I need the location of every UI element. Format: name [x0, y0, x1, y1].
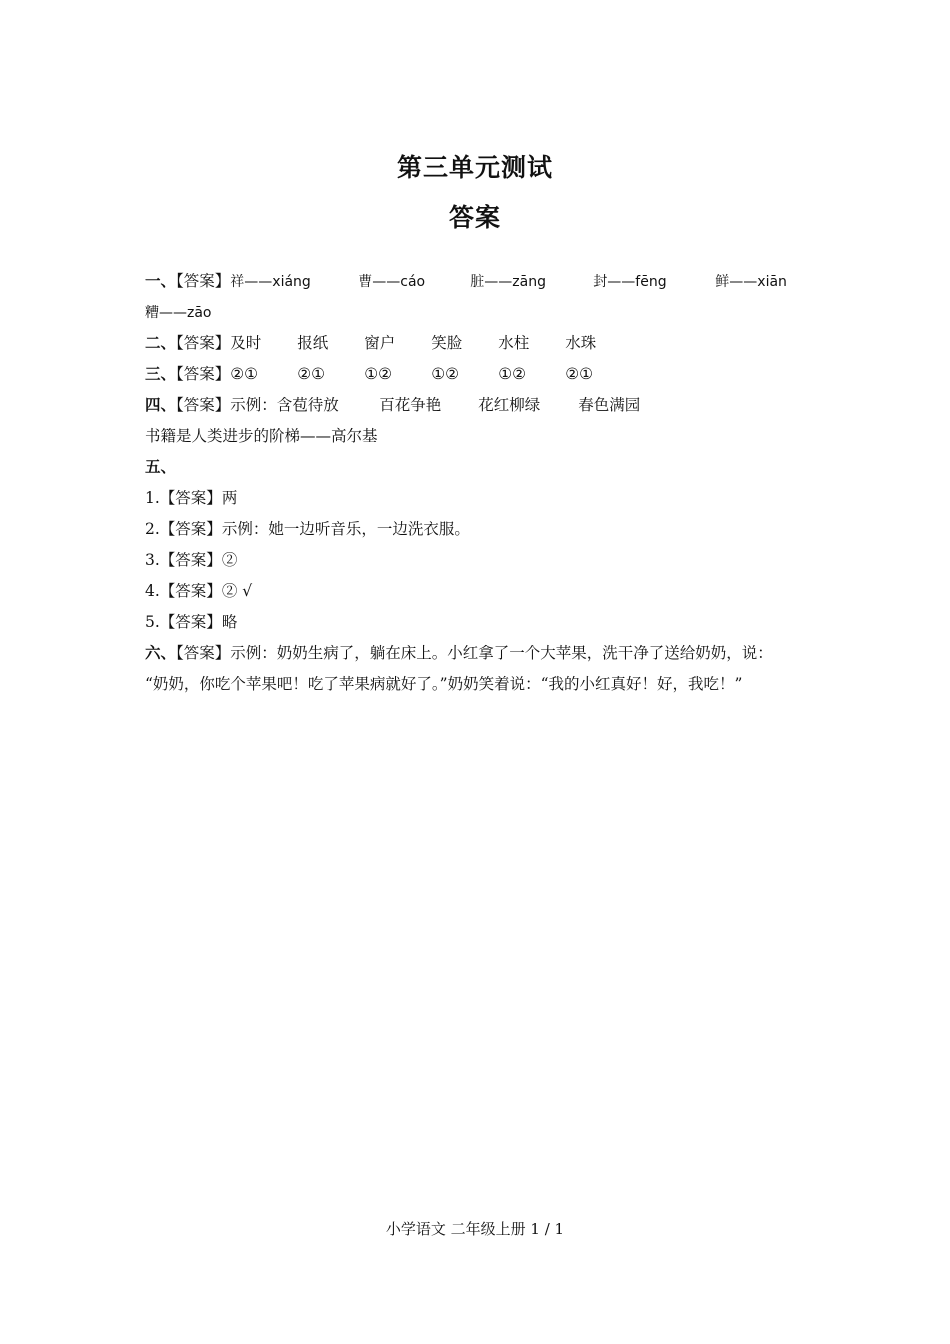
- answer-tag: 【答案】: [176, 272, 231, 290]
- answer-tag: 【答案】: [176, 334, 231, 352]
- section-2-line: [145, 328, 825, 359]
- order-item: ②①: [565, 365, 594, 383]
- section-6-label: 六、: [145, 644, 177, 662]
- order-item: ②①: [230, 365, 259, 383]
- idiom-item: 花红柳绿: [478, 396, 541, 414]
- pinyin-item: 鲜——xiān: [715, 274, 787, 290]
- section-2-label: 二、: [145, 334, 177, 352]
- section-6-line: [145, 638, 825, 669]
- section-4-label: 四、: [145, 396, 177, 414]
- section-1-cont: [145, 297, 825, 328]
- section-4-line: [145, 390, 825, 421]
- page-subtitle: 答案: [448, 203, 501, 232]
- idiom-item: 百花争艳: [379, 396, 442, 414]
- section-5-label: 五、: [145, 458, 177, 476]
- word-item: 水柱: [498, 334, 530, 352]
- pinyin-item: 脏——zāng: [470, 274, 546, 290]
- sub-answer-5: 5.【答案】略: [145, 613, 238, 631]
- word-item: 报纸: [297, 334, 329, 352]
- answer-tag: 【答案】: [176, 644, 231, 662]
- word-item: 水珠: [565, 334, 597, 352]
- order-item: ①②: [498, 365, 527, 383]
- page-title: 第三单元测试: [396, 153, 553, 182]
- sub-answer-3: 3.【答案】②: [145, 551, 238, 569]
- sub-answer-2: 2.【答案】示例：她一边听音乐，一边洗衣服。: [145, 520, 470, 538]
- section-6-cont: “奶奶，你吃个苹果吧！吃了苹果病就好了。”奶奶笑着说：“我的小红真好！好，我吃！”: [145, 675, 743, 693]
- word-item: 笑脸: [431, 334, 463, 352]
- page-footer: 小学语文 二年级上册 1 / 1: [385, 1220, 565, 1238]
- answer-body: [145, 266, 825, 700]
- section-1-label: 一、: [145, 272, 177, 290]
- section-6-text: 示例：奶奶生病了，躺在床上。小红拿了一个大苹果，洗干净了送给奶奶，说：: [230, 644, 773, 662]
- answer-tag: 【答案】: [176, 396, 231, 414]
- order-item: ②①: [297, 365, 326, 383]
- idiom-item: 示例：含苞待放: [230, 396, 339, 414]
- pinyin-item: 封——fēng: [593, 274, 667, 290]
- sub-answer-4: 4.【答案】② √: [145, 582, 253, 600]
- section-4-cont: 书籍是人类进步的阶梯——高尔基: [145, 427, 378, 445]
- order-item: ①②: [364, 365, 393, 383]
- pinyin-item: 糟——zāo: [145, 305, 212, 321]
- sub-answer-1: 1.【答案】两: [145, 489, 238, 507]
- word-item: 及时: [230, 334, 262, 352]
- pinyin-item: 祥——xiáng: [230, 274, 311, 290]
- word-item: 窗户: [364, 334, 396, 352]
- section-3-line: [145, 359, 825, 390]
- answer-tag: 【答案】: [176, 365, 231, 383]
- pinyin-item: 曹——cáo: [358, 274, 426, 290]
- section-5-line: [145, 452, 825, 483]
- idiom-item: 春色满园: [578, 396, 641, 414]
- order-item: ①②: [431, 365, 460, 383]
- section-1-line: [145, 266, 825, 297]
- section-3-label: 三、: [145, 365, 177, 383]
